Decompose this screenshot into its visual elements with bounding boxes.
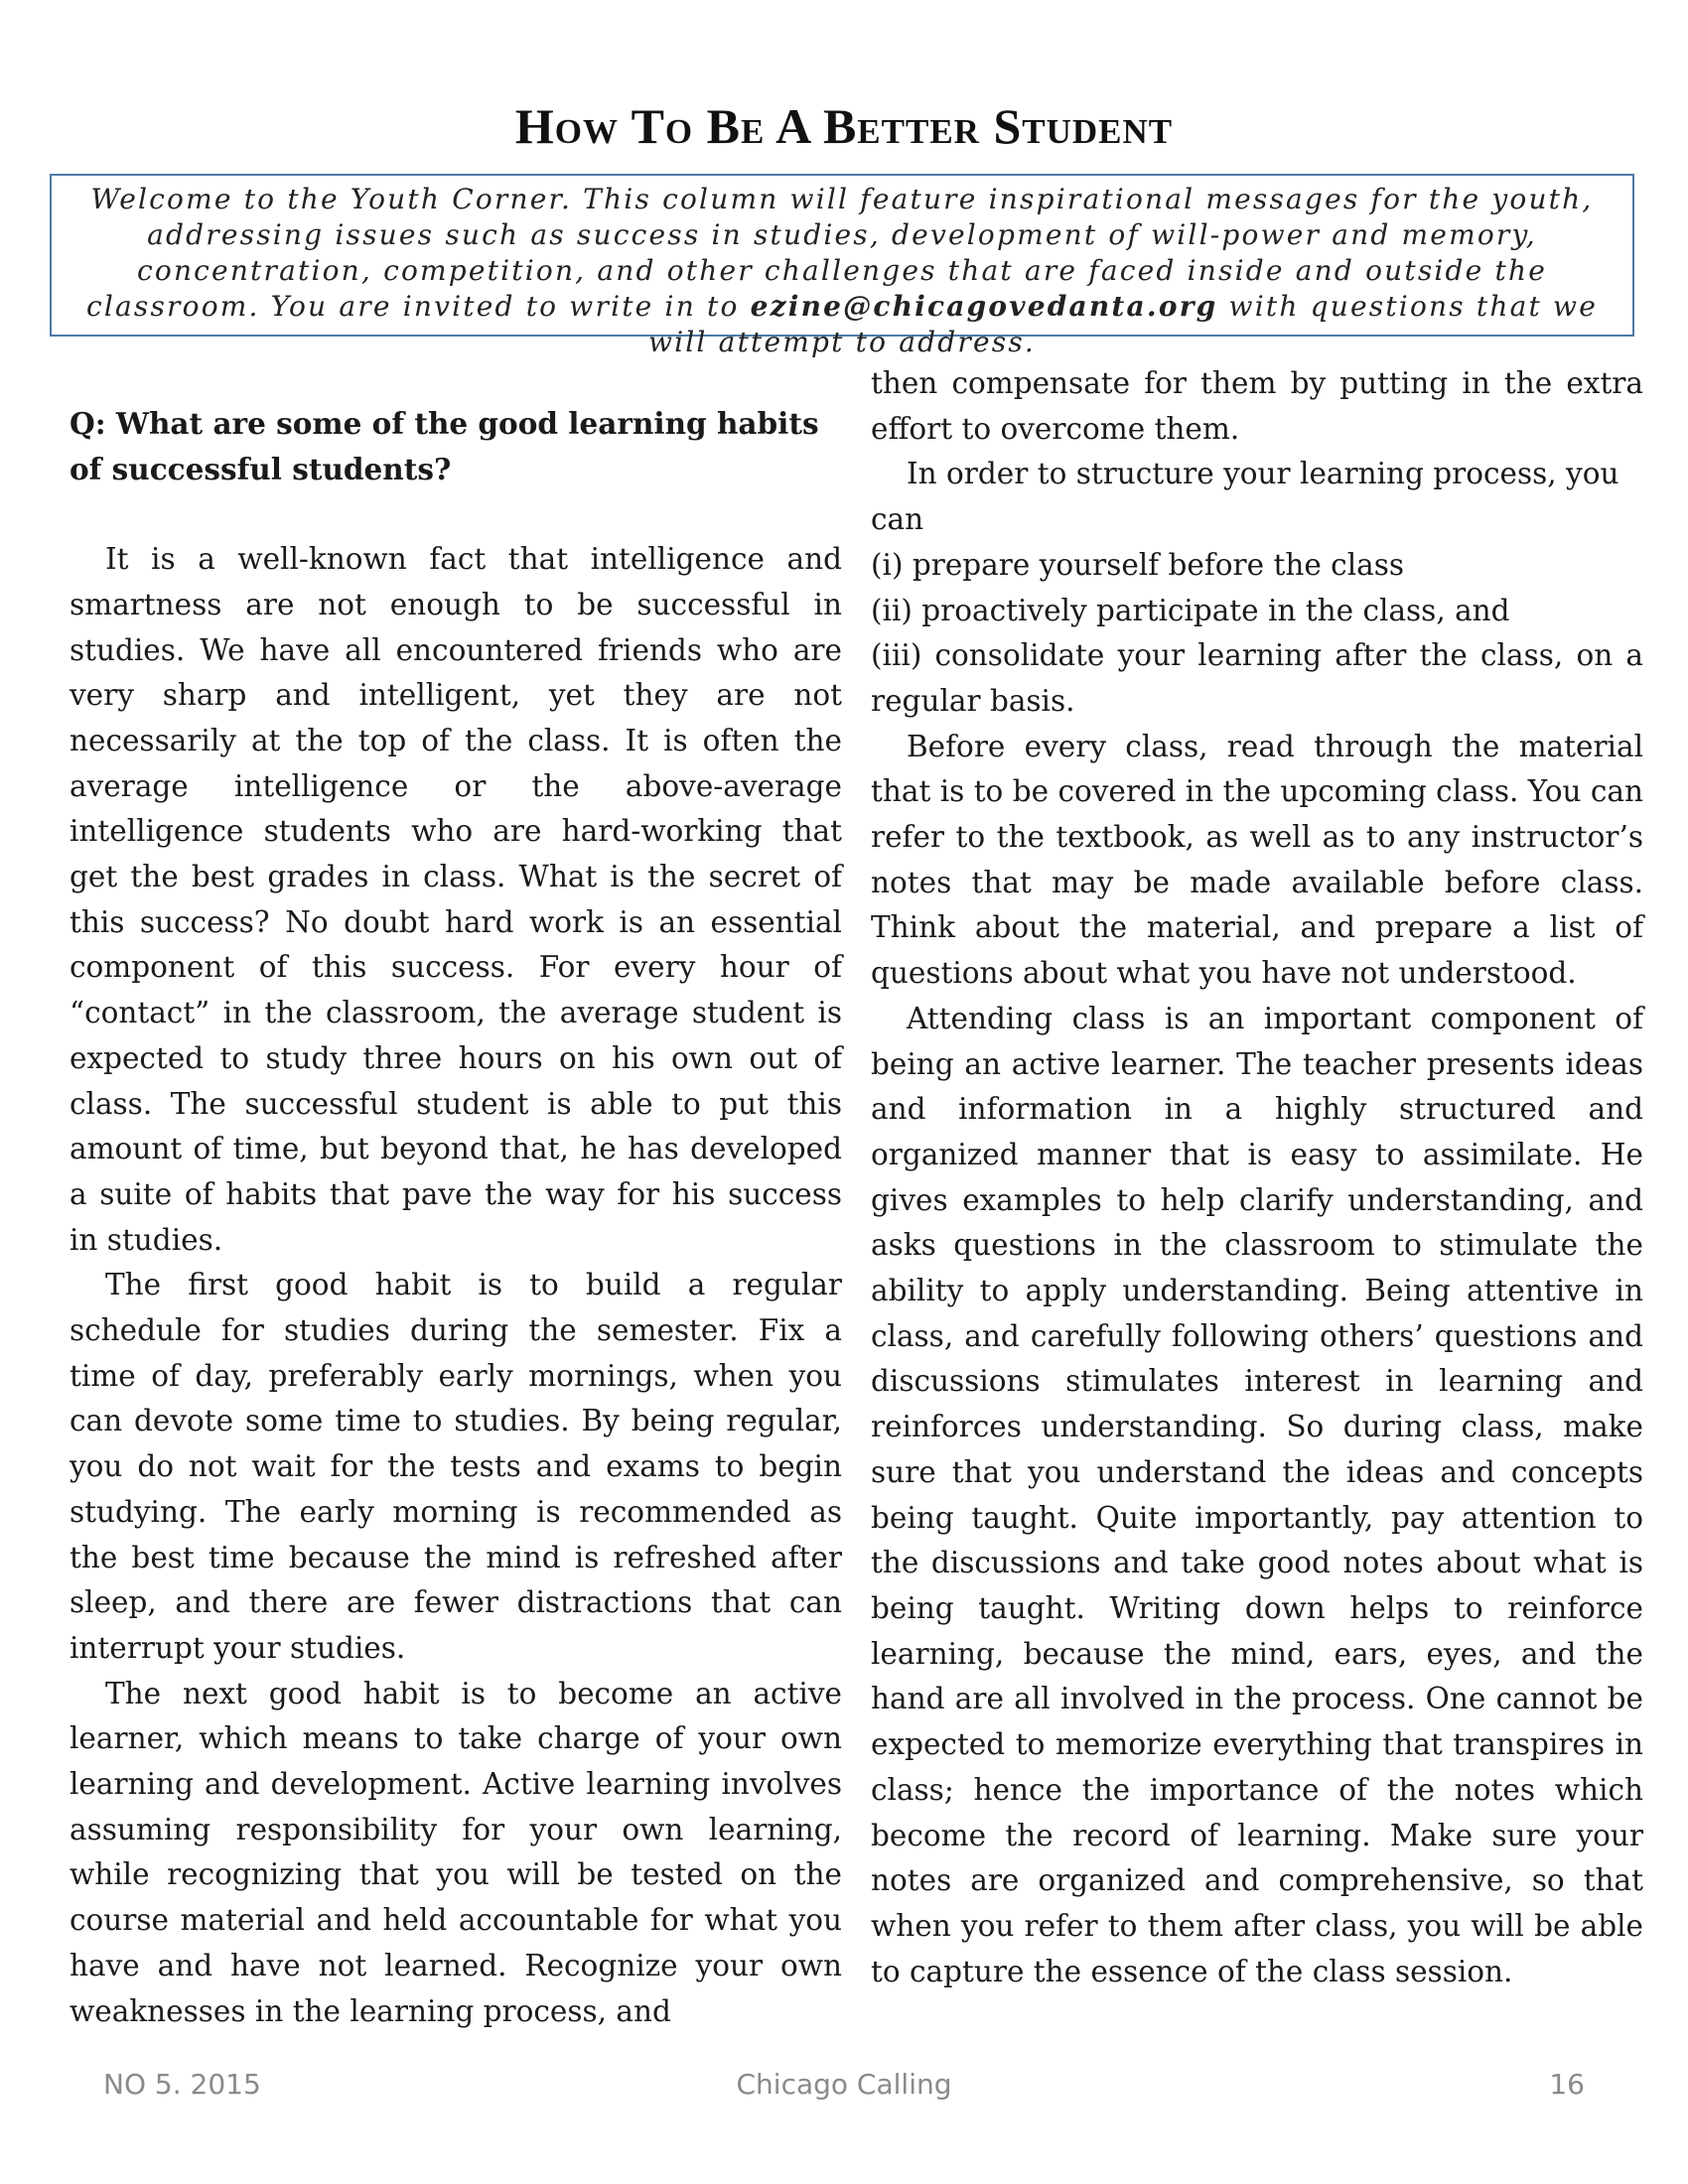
list-item-participate: (ii) proactively participate in the class, and	[871, 593, 1510, 627]
list-item-prepare: (i) prepare yourself before the class	[871, 547, 1405, 582]
footer-publication: Chicago Calling	[736, 2068, 952, 2101]
page-title: How To Be A Better Student	[514, 98, 1174, 154]
paragraph-attending-class: Attending class is an important component of being an active learner. The teacher presents ideas and information in a highly structured and organized manner that is easy to assimilate. He gives examples to help clarify understanding, and asks questions in the classroom to stimulate the ability to apply understanding. Being attentive in class, and carefully following others’ questions and discussions stimulates interest in learning and reinforces understanding. So during class, make sure that you understand the ideas and concepts being taught. Quite importantly, pay attention to the discussions and take good notes about what is being taught. Writing down helps to reinforce learning, because the mind, ears, eyes, and the hand are all involved in the process. One cannot be expected to memorize everything that transpires in class; hence the importance of the notes which become the record of learning. Make sure your notes are organized and comprehensive, so that when you refer to them after class, you will be able to capture the essence of the class session.	[871, 1001, 1643, 1988]
intro-text-after: with questions that we will attempt to address.	[647, 290, 1598, 358]
paragraph-regular-schedule: The first good habit is to build a regular schedule for studies during the semester. Fix a time of day, preferably early mornings, when you can devote some time to studies. By being regular, you do not wait for the tests and exams to begin studying. The early morning is recommended as the best time because the mind is refreshed after sleep, and there are fewer distractions that can interrupt your studies.	[70, 1268, 842, 1665]
paragraph-structure-intro: In order to structure your learning process, you can	[871, 457, 1619, 537]
footer-issue: NO 5. 2015	[103, 2068, 261, 2101]
left-column	[70, 401, 842, 2034]
question-heading: Q: What are some of the good learning habits of successful students?	[70, 406, 819, 486]
right-column	[871, 361, 1643, 1994]
paragraph-before-class: Before every class, read through the material that is to be covered in the upcoming class. You can refer to the textbook, as well as to any instructor’s notes that may be made available before class. Think about the material, and prepare a list of questions about what you have not understood.	[871, 729, 1643, 991]
footer-page-number: 16	[1549, 2068, 1585, 2101]
paragraph-continuation: then compensate for them by putting in the extra effort to overcome them.	[871, 366, 1643, 446]
paragraph-intelligence: It is a well-known fact that intelligence and smartness are not enough to be successful in studies. We have all encountered friends who are very sharp and intelligent, yet they are not necessarily at the top of the class. It is often the average intelligence or the above-average intelligence students who are hard-working that get the best grades in class. What is the secret of this success? No doubt hard work is an essential component of this success. For every hour of “contact” in the classroom, the average student is expected to study three hours on his own out of class. The successful student is able to put this amount of time, but beyond that, he has developed a suite of habits that pave the way for his success in studies.	[70, 542, 842, 1257]
intro-text-before: Welcome to the Youth Corner. This column will feature inspirational messages for the youth, addressing issues such as success in studies, development of will-power and memory, concentration, competition, and other challenges that are faced inside and outside the classroom. You are invited to write in to	[85, 183, 1594, 323]
list-item-consolidate: (iii) consolidate your learning after the class, on a regular basis.	[871, 638, 1643, 718]
intro-email: ezine@chicagovedanta.org	[750, 290, 1218, 323]
intro-box	[50, 174, 1634, 358]
paragraph-active-learner: The next good habit is to become an active learner, which means to take charge of your own learning and development. Active learning involves assuming responsibility for your own learning, while recognizing that you will be tested on the course material and held accountable for what you have and have not learned. Recognize your own weaknesses in the learning process, and	[70, 1676, 842, 2028]
